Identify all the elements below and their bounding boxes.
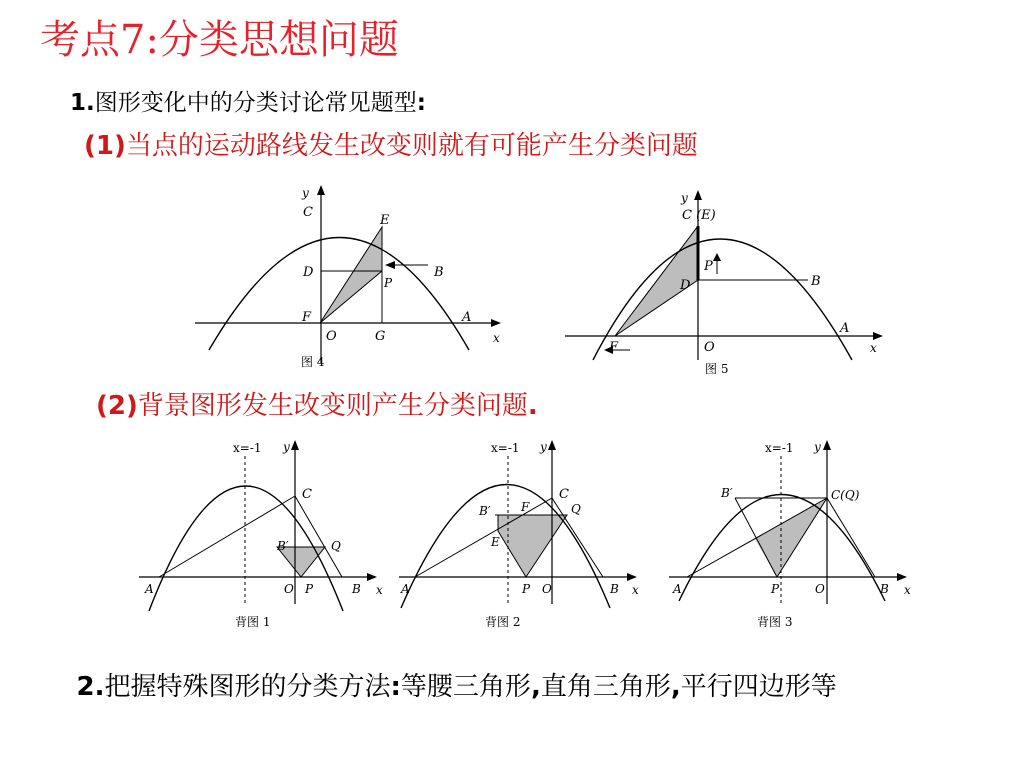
section-2-paragraph (60, 668, 1000, 706)
bg3-label-A: A (673, 582, 682, 596)
fig5-y-arrow (694, 190, 702, 200)
bg1-label-A: A (145, 582, 154, 596)
section-2-rest-3: 平行四边形等 (680, 672, 837, 702)
bg1-label-B: B (352, 582, 361, 596)
item-1-text: 当点的运动路线发生改变则就有可能产生分类问题 (125, 131, 698, 161)
fig4-label-C: C (303, 205, 313, 220)
bg3-y-arrow (823, 440, 831, 450)
fig4-label-O: O (326, 329, 337, 344)
bg1-label-Q: Q (331, 539, 341, 553)
bg3-label-O: O (815, 582, 825, 596)
bg2-x-arrow (627, 573, 637, 581)
bg2-label-Bp: B′ (479, 504, 491, 518)
fig4-label-P: P (384, 276, 393, 290)
section-2-rest-2: 直角三角形 (540, 672, 671, 702)
bg3-label-axis: x=-1 (765, 441, 794, 455)
section-1-number: 1. (70, 90, 95, 116)
fig4-label-A: A (462, 310, 472, 325)
fig4-label-x: x (493, 331, 500, 345)
fig5-x-arrow (873, 332, 883, 340)
bg2-label-O: O (542, 582, 552, 596)
fig5-label-P: P (704, 259, 713, 274)
bg2-label-x: x (632, 583, 639, 597)
bg3-x-arrow (897, 573, 907, 581)
bg1-label-O: O (284, 582, 294, 596)
bg2-label-y: y (540, 440, 547, 454)
bg1-label-C: C (302, 487, 312, 502)
bg1-caption: 背图 1 (235, 615, 271, 629)
fig4-caption: 图 4 (301, 355, 325, 369)
bg1-label-P: P (305, 582, 314, 596)
section-2-rest-1: 等腰三角形 (400, 672, 531, 702)
bg3-label-y: y (814, 440, 821, 454)
section-1-heading (70, 84, 426, 117)
fig4-label-G: G (375, 329, 386, 344)
section-1-text: 图形变化中的分类讨论常见题型 (94, 90, 417, 116)
fig4-shaded-triangle (320, 227, 382, 323)
fig5-parabola (593, 239, 852, 360)
item-1-number: (1) (84, 131, 126, 161)
item-1-heading (84, 125, 698, 162)
fig4-label-D: D (303, 265, 314, 280)
fig4-label-F: F (302, 310, 312, 325)
bg2-y-arrow (548, 440, 556, 450)
bg3-segment-AC (687, 498, 827, 577)
bg3-label-x: x (904, 583, 911, 597)
bg2-label-P: P (522, 582, 531, 596)
section-2-comma-1: , (530, 672, 541, 702)
section-2-comma-2: , (670, 672, 681, 702)
slide-title: 考点7:分类思想问题 (40, 17, 399, 63)
bg3-label-Bp: B′ (721, 486, 733, 500)
item-2-dot: . (527, 391, 538, 421)
fig5-label-CE: C (E) (682, 208, 716, 223)
fig5-label-y: y (681, 191, 688, 205)
fig4-label-B: B (434, 265, 444, 280)
section-2-text: 把握特殊图形的分类方法 (104, 672, 391, 702)
fig5-caption: 图 5 (705, 362, 729, 376)
bg1-label-Bp: B′ (277, 539, 289, 553)
bg3-label-B: B (880, 582, 889, 596)
fig4-label-y: y (302, 186, 309, 200)
bg3-caption: 背图 3 (757, 615, 793, 629)
fig4-y-arrow (317, 185, 325, 195)
background-figure-3 (665, 436, 925, 636)
bg3-shaded-triangle (755, 498, 827, 577)
bg3-segment-CB (827, 498, 875, 577)
section-1-colon: : (416, 90, 426, 116)
bg1-x-arrow (367, 573, 377, 581)
fig5-up-arrow-head (713, 253, 721, 261)
bg3-label-CQ: C(Q) (831, 488, 860, 502)
bg2-label-Q: Q (571, 502, 581, 516)
bg1-label-axis: x=-1 (233, 441, 262, 455)
bg2-label-B: B (610, 582, 619, 596)
bg2-label-E: E (491, 535, 500, 549)
background-figure-1 (135, 436, 395, 636)
fig5-label-B: B (811, 274, 821, 289)
item-2-heading (96, 385, 538, 422)
fig4-x-arrow (491, 319, 501, 327)
bg2-label-C: C (559, 487, 569, 502)
bg1-parabola (149, 486, 343, 611)
fig4-label-E: E (380, 213, 390, 228)
background-figure-2 (395, 436, 655, 636)
bg1-label-x: x (376, 583, 383, 597)
fig5-label-F: F (609, 340, 619, 355)
bg3-label-P: P (771, 582, 780, 596)
bg2-caption: 背图 2 (485, 615, 521, 629)
section-2-colon: : (390, 672, 401, 702)
bg2-label-axis: x=-1 (491, 441, 520, 455)
figure-4 (195, 185, 510, 370)
bg1-label-y: y (283, 440, 290, 454)
fig5-label-A: A (840, 321, 850, 336)
item-2-text: 背景图形发生改变则产生分类问题 (137, 391, 528, 421)
bg2-label-A: A (401, 582, 410, 596)
bg1-segment-AC (159, 496, 295, 577)
item-2-number: (2) (96, 391, 138, 421)
fig4-arrow-head (385, 261, 395, 269)
fig5-label-D: D (680, 278, 691, 293)
section-2-number: 2. (76, 672, 105, 702)
bg1-y-arrow (291, 440, 299, 450)
figure-5 (565, 188, 895, 378)
fig5-label-x: x (870, 341, 877, 355)
bg2-label-F: F (521, 500, 530, 514)
fig5-label-O: O (704, 340, 715, 355)
